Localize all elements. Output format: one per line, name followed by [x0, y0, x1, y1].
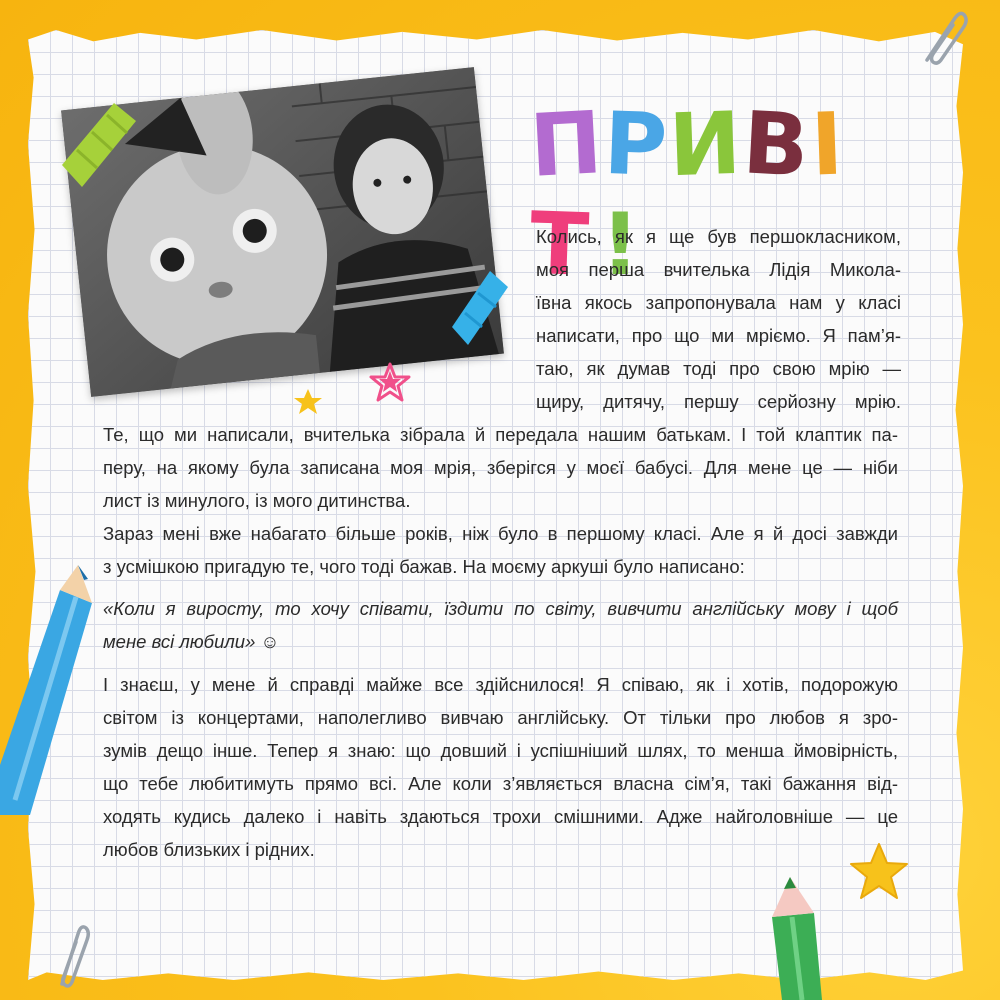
- text-line: лист із минулого, із мого дитинства.: [103, 490, 411, 511]
- text-line: мене всі любили» ☺: [103, 631, 280, 652]
- paragraph-2: [103, 517, 898, 583]
- text-line: зумів дещо інше. Тепер я знаю: що довший і успішніший шлях, то менша ймовірність,: [103, 740, 898, 761]
- text-line: І знаєш, у мене й справді майже все здійснилося! Я співаю, як і хотів, подорожую: [103, 674, 898, 695]
- paperclip-top-right-icon: [915, 8, 970, 68]
- text-line: Колись, як я ще був першокласником,: [536, 226, 901, 247]
- text-line: Зараз мені вже набагато більше років, ніж було в першому класі. Але я й досі завжди: [103, 523, 898, 544]
- title-letter: П: [527, 93, 607, 197]
- intro-paragraph: [536, 220, 901, 418]
- title-letter: И: [667, 93, 745, 197]
- dream-quote: [103, 592, 898, 658]
- text-line: ходять кудись далеко і навіть здаються трохи смішними. Адже найголовніше — це: [103, 806, 898, 827]
- text-line: що тебе любитимуть прямо всі. Але коли з’являється власна сім’я, такі бажання від-: [103, 773, 898, 794]
- text-line: перу, на якому була записана моя мрія, зберігся у моєї бабусі. Для мене це — ніби: [103, 457, 898, 478]
- title-letter: В: [740, 93, 814, 197]
- paragraph-1: [103, 418, 898, 517]
- text-line: ївна якось запропонувала нам у класі: [536, 292, 901, 313]
- green-pencil-icon: [762, 875, 832, 1000]
- text-line: з усмішкою пригадую те, чого тоді бажав. На моєму аркуші було написано:: [103, 556, 745, 577]
- title-letter: Р: [602, 93, 671, 197]
- pink-star-icon: [368, 362, 412, 404]
- text-line: написати, про що ми мріємо. Я пам’я-: [536, 325, 901, 346]
- text-line: таю, як думав тоді про свою мрію —: [536, 358, 901, 379]
- text-line: любов близьких і рідних.: [103, 839, 315, 860]
- text-line: світом із концертами, наполегливо вивчаю англійську. От тільки про любов я зро-: [103, 707, 898, 728]
- green-tape-icon: [52, 95, 142, 195]
- title-letter: Т: [528, 193, 593, 297]
- blue-pencil-icon: [0, 535, 100, 815]
- blue-tape-icon: [440, 265, 515, 350]
- small-yellow-star-icon: [293, 388, 323, 416]
- text-line: моя перша вчителька Лідія Микола-: [536, 259, 901, 280]
- title-letter: !: [600, 195, 642, 295]
- text-line: «Коли я виросту, то хочу співати, їздити по світу, вивчити англійську мову і щоб: [103, 598, 898, 619]
- paperclip-bottom-left-icon: [48, 920, 93, 990]
- title-letter: І: [808, 94, 847, 196]
- paragraph-3: [103, 668, 898, 866]
- text-line: щиру, дитячу, першу серйозну мрію.: [536, 391, 901, 412]
- text-line: Те, що ми написали, вчителька зібрала й передала нашим батькам. І той клаптик па-: [103, 424, 898, 445]
